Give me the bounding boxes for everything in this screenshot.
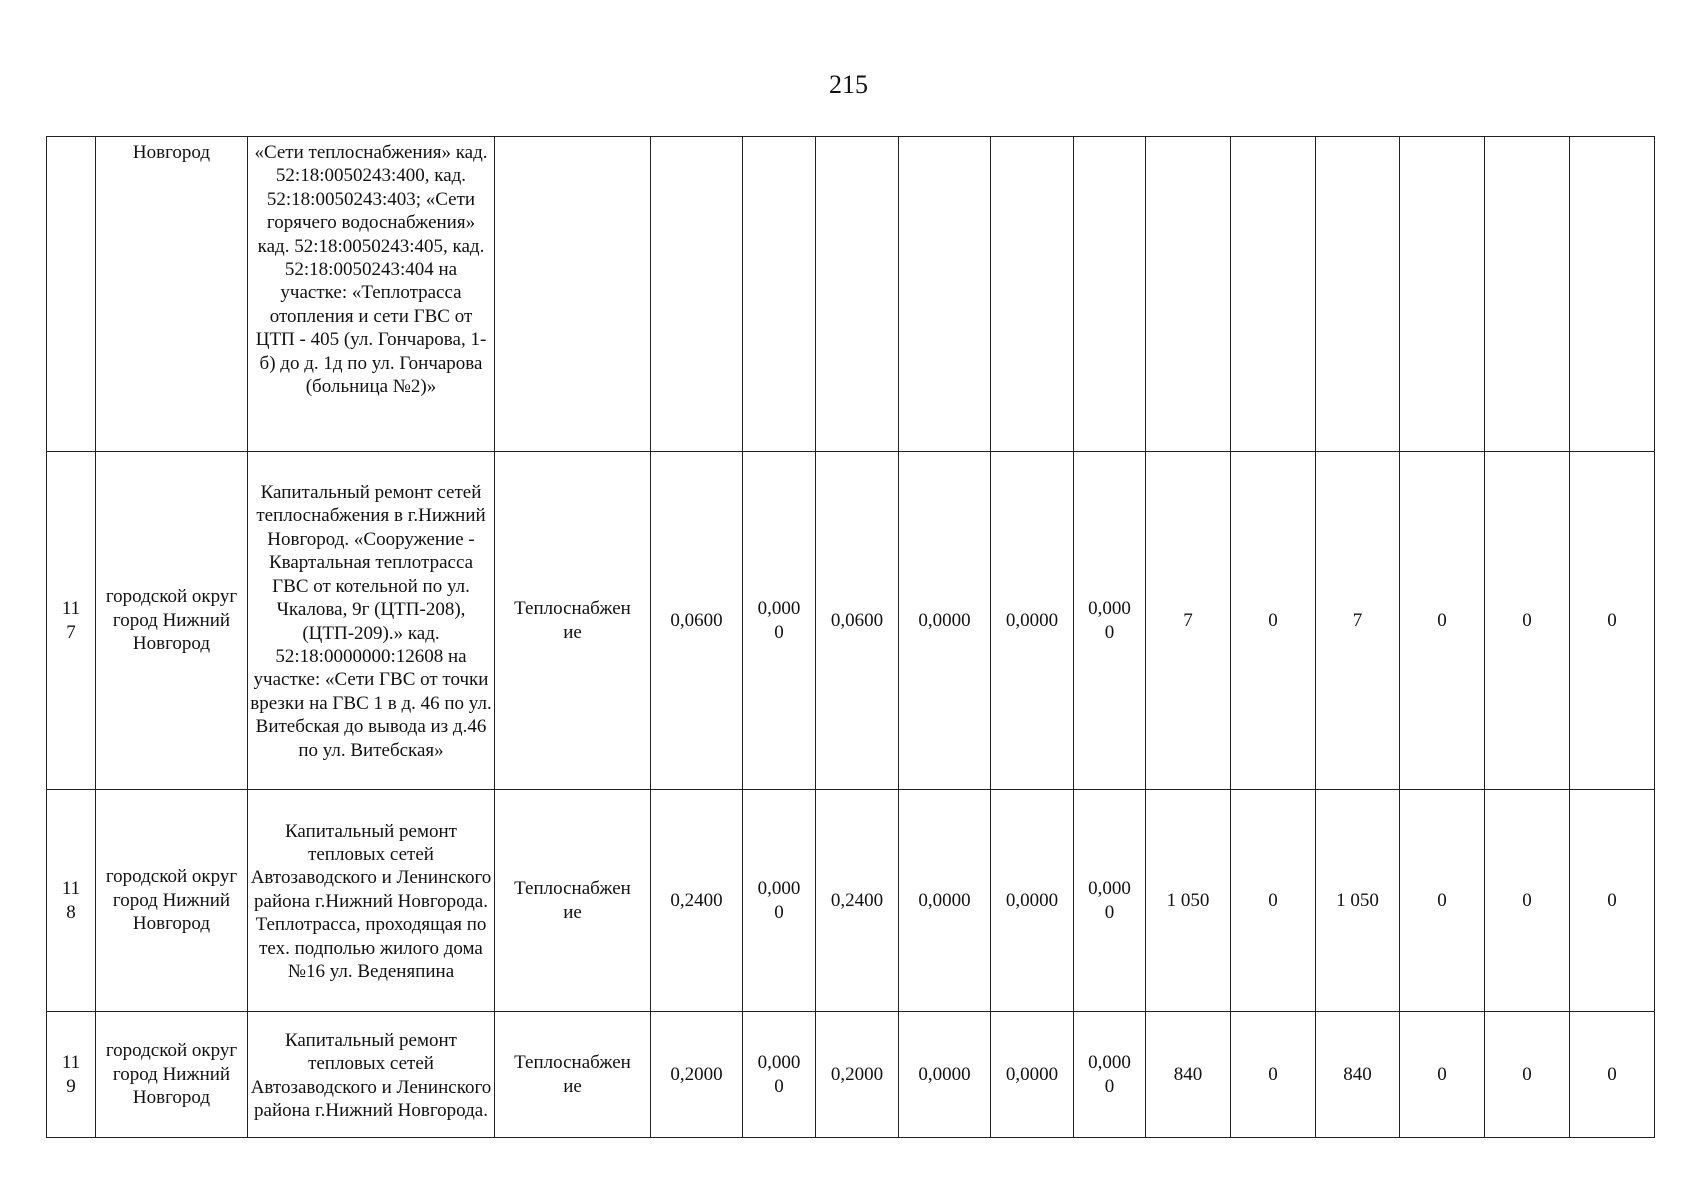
row-number xyxy=(47,137,96,452)
value-cell: 0 xyxy=(1485,1012,1570,1138)
value-cell: 0,0000 xyxy=(899,1012,991,1138)
value-cell: 0,0000 xyxy=(899,452,991,790)
value-cell xyxy=(816,137,899,452)
value-cell: 0,0600 xyxy=(651,452,743,790)
value-cell: 7 xyxy=(1316,452,1400,790)
municipality-cell: Новгород xyxy=(96,137,248,452)
municipality-cell: городской округ город Нижний Новгород xyxy=(96,452,248,790)
table-row xyxy=(47,790,1655,1012)
value-cell xyxy=(1231,137,1316,452)
value-cell: 0,2000 xyxy=(651,1012,743,1138)
value-cell: 0,2400 xyxy=(651,790,743,1012)
value-cell xyxy=(1074,137,1146,452)
value-cell: 0 xyxy=(1400,1012,1485,1138)
value-cell: 0,000 0 xyxy=(743,1012,816,1138)
type-cell xyxy=(495,137,651,452)
value-cell: 0,000 0 xyxy=(1074,790,1146,1012)
value-cell xyxy=(743,137,816,452)
row-number: 11 9 xyxy=(47,1012,96,1138)
value-cell: 0,000 0 xyxy=(743,790,816,1012)
row-number: 11 8 xyxy=(47,790,96,1012)
value-cell xyxy=(1570,137,1655,452)
value-cell: 840 xyxy=(1316,1012,1400,1138)
value-cell: 1 050 xyxy=(1316,790,1400,1012)
type-cell: Теплоснабжен ие xyxy=(495,452,651,790)
value-cell: 7 xyxy=(1146,452,1231,790)
value-cell xyxy=(1146,137,1231,452)
value-cell: 0 xyxy=(1570,790,1655,1012)
description-cell: Капитальный ремонт тепловых сетей Автозаводского и Ленинского района г.Нижний Новгорода. xyxy=(248,1012,495,1138)
municipality-cell: городской округ город Нижний Новгород xyxy=(96,790,248,1012)
value-cell: 0,000 0 xyxy=(1074,1012,1146,1138)
table-row xyxy=(47,452,1655,790)
value-cell: 0 xyxy=(1400,452,1485,790)
municipality-cell: городской округ город Нижний Новгород xyxy=(96,1012,248,1138)
page-number: 215 xyxy=(829,70,868,99)
value-cell: 0 xyxy=(1570,452,1655,790)
value-cell: 0 xyxy=(1231,790,1316,1012)
value-cell: 0 xyxy=(1570,1012,1655,1138)
value-cell: 0,0000 xyxy=(991,790,1074,1012)
value-cell: 0,2000 xyxy=(816,1012,899,1138)
value-cell: 0,0600 xyxy=(816,452,899,790)
value-cell: 0,0000 xyxy=(899,790,991,1012)
value-cell: 0,0000 xyxy=(991,1012,1074,1138)
value-cell xyxy=(651,137,743,452)
table-row xyxy=(47,1012,1655,1138)
value-cell: 840 xyxy=(1146,1012,1231,1138)
table-row xyxy=(47,137,1655,452)
row-number: 11 7 xyxy=(47,452,96,790)
value-cell: 0,0000 xyxy=(991,452,1074,790)
description-cell: «Сети теплоснабжения» кад. 52:18:0050243:400, кад. 52:18:0050243:403; «Сети горячего водоснабжения» кад. 52:18:0050243:405, кад. 52:18:0050243:404 на участке: «Теплотрасса отопления и сети ГВС от ЦТП - 405 (ул. Гончарова, 1-б) до д. 1д по ул. Гончарова (больница №2)» xyxy=(248,137,495,452)
program-table xyxy=(46,136,1655,1138)
value-cell xyxy=(991,137,1074,452)
value-cell: 0 xyxy=(1485,790,1570,1012)
value-cell xyxy=(899,137,991,452)
value-cell: 0,2400 xyxy=(816,790,899,1012)
description-cell: Капитальный ремонт сетей теплоснабжения в г.Нижний Новгород. «Сооружение - Квартальная теплотрасса ГВС от котельной по ул. Чкалова, 9г (ЦТП-208), (ЦТП-209).» кад. 52:18:0000000:12608 на участке: «Сети ГВС от точки врезки на ГВС 1 в д. 46 по ул. Витебская до вывода из д.46 по ул. Витебская» xyxy=(248,452,495,790)
value-cell: 0 xyxy=(1231,452,1316,790)
type-cell: Теплоснабжен ие xyxy=(495,1012,651,1138)
description-cell: Капитальный ремонт тепловых сетей Автозаводского и Ленинского района г.Нижний Новгорода. Теплотрасса, проходящая по тех. подполью жилого дома №16 ул. Веденяпина xyxy=(248,790,495,1012)
value-cell: 0 xyxy=(1231,1012,1316,1138)
value-cell xyxy=(1400,137,1485,452)
value-cell xyxy=(1316,137,1400,452)
value-cell: 1 050 xyxy=(1146,790,1231,1012)
value-cell: 0 xyxy=(1400,790,1485,1012)
value-cell: 0 xyxy=(1485,452,1570,790)
value-cell xyxy=(1485,137,1570,452)
type-cell: Теплоснабжен ие xyxy=(495,790,651,1012)
value-cell: 0,000 0 xyxy=(1074,452,1146,790)
value-cell: 0,000 0 xyxy=(743,452,816,790)
